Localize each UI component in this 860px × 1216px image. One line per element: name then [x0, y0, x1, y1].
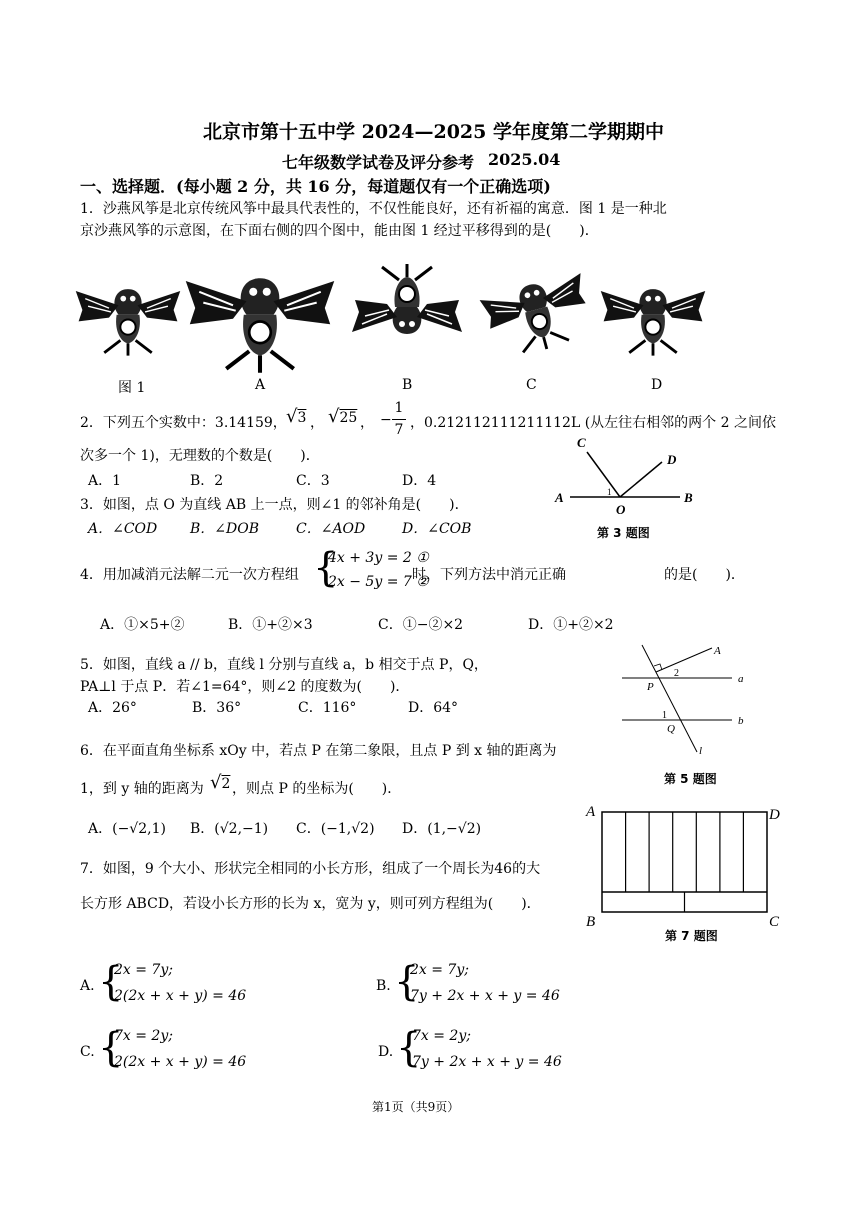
q7-option-d-label: D. [378, 1044, 394, 1060]
q3-figure [550, 432, 710, 517]
q1-text-line2: 京沙燕风筝的示意图，在下面右侧的四个图中，能由图 1 经过平移得到的是( )． [80, 223, 599, 239]
q4-option-b: B．①+②×3 [228, 617, 313, 633]
q5-text-line1: 5．如图，直线 a // b，直线 l 分别与直线 a，b 相交于点 P，Q， [80, 657, 488, 673]
kite-option-a [186, 278, 335, 373]
q5-label-line-b: b [738, 715, 744, 727]
q4-option-a: A．①×5+② [100, 617, 185, 633]
q5-text-line2: PA⊥l 于点 P．若∠1=64°，则∠2 的度数为( )． [80, 679, 410, 695]
q3-label-d: D [667, 452, 677, 467]
q4-option-d: D．①+②×2 [528, 617, 614, 633]
q5-caption: 第 5 题图 [664, 772, 717, 786]
q5-label-angle1: 1 [662, 710, 667, 721]
q3-option-d: D．∠COB [402, 521, 472, 537]
q2-frac-den: 7 [394, 422, 404, 438]
kite-option-b [352, 264, 462, 334]
q4-eq2: 2x − 5y = 7 ② [328, 574, 429, 590]
q6-option-b: B．(√2,−1) [190, 821, 269, 837]
q2-sqrt3: √3 [286, 406, 307, 427]
q7-label-c: C [769, 914, 780, 930]
kite-option-c [479, 271, 597, 362]
q7-option-b-label: B. [376, 978, 391, 994]
q7-option-c-eq2: 2(2x + x + y) = 46 [114, 1054, 247, 1070]
page-subtitle: 七年级数学试卷及评分参考 [282, 153, 475, 172]
q7-option-b-eq2: 7y + 2x + x + y = 46 [410, 988, 560, 1004]
kite-label-a: A [255, 377, 266, 393]
q3-option-a: A．∠COD [88, 521, 158, 537]
q4-mid: 时，下列方法中消元正确 [412, 567, 566, 583]
kite-figures [70, 250, 790, 375]
q7-option-d-eq2: 7y + 2x + x + y = 46 [412, 1054, 562, 1070]
brace-icon: { [98, 1025, 124, 1071]
q6-sqrt2: √2 [210, 772, 231, 793]
q1-text-line1: 1．沙燕风筝是北京传统风筝中最具代表性的，不仅性能良好，还有祈福的寓意．图 1 是一种北 [80, 201, 667, 217]
q7-label-d: D [769, 807, 780, 823]
q5-label-line-a: a [738, 673, 744, 685]
q6-option-d: D．(1,−√2) [402, 821, 482, 837]
brace-icon: { [98, 959, 124, 1005]
q3-label-b: B [684, 490, 693, 505]
q2-option-b: B．2 [190, 473, 224, 489]
q5-option-a: A．26° [88, 700, 137, 716]
q7-option-a-eq1: 2x = 7y; [114, 962, 173, 978]
q7-option-d-eq1: 7x = 2y; [412, 1028, 471, 1044]
radical-icon: √ [286, 406, 298, 427]
q7-text-line2: 长方形 ABCD，若设小长方形的长为 x，宽为 y，则可列方程组为( )． [80, 896, 541, 912]
q3-option-b: B．∠DOB [190, 521, 260, 537]
brace-icon: { [396, 1025, 422, 1071]
q2-option-c: C．3 [296, 473, 330, 489]
q3-label-a: A [555, 490, 564, 505]
q3-text: 3．如图，点 O 为直线 AB 上一点，则∠1 的邻补角是( )． [80, 497, 469, 513]
q6-text-line2b: ，则点 P 的坐标为( )． [232, 781, 402, 797]
q2-prefix: 2．下列五个实数中：3.14159， [80, 415, 287, 431]
q3-label-c: C [577, 435, 586, 450]
q6-option-a: A．(−√2,1) [88, 821, 166, 837]
kite-label-d: D [651, 377, 663, 393]
q5-label-line-l: l [699, 745, 703, 757]
q7-option-a-label: A. [80, 978, 95, 994]
radical-icon: √ [328, 406, 340, 427]
q7-label-a: A [586, 804, 596, 820]
q7-figure [582, 800, 787, 935]
q2-option-a: A．1 [88, 473, 122, 489]
q3-label-o: O [616, 502, 626, 517]
q5-option-b: B．36° [192, 700, 242, 716]
page-footer: 第1页（共9页） [372, 1100, 460, 1114]
q4-option-c: C．①−②×2 [378, 617, 464, 633]
q7-caption: 第 7 题图 [665, 929, 718, 943]
q2-option-d: D．4 [402, 473, 437, 489]
brace-icon: { [313, 545, 339, 591]
brace-icon: { [394, 959, 420, 1005]
radical-icon: √ [210, 772, 222, 793]
kite-label-fig1: 图 1 [118, 380, 146, 396]
q3-label-angle1: 1 [607, 487, 612, 497]
kite-label-b: B [402, 377, 413, 393]
q4-eq1: 4x + 3y = 2 ① [328, 550, 429, 566]
q5-label-angle2: 2 [674, 668, 679, 679]
q2-frac-num: 1 [394, 400, 404, 416]
q2-frac-sign: − [380, 412, 392, 428]
q6-text-line2a: 1，到 y 轴的距离为 [80, 781, 204, 797]
kite-label-c: C [526, 377, 537, 393]
kite-fig1 [76, 289, 181, 356]
q5-option-c: C．116° [298, 700, 357, 716]
q7-option-c-eq1: 7x = 2y; [114, 1028, 173, 1044]
q3-caption: 第 3 题图 [597, 526, 650, 540]
q2-text-line2: 次多一个 1)，无理数的个数是( )． [80, 448, 320, 464]
page-title: 北京市第十五中学 2024—2025 学年度第二学期期中 [203, 121, 664, 143]
q4-prefix: 4．用加减消元法解二元一次方程组 [80, 567, 299, 583]
q3-option-c: C．∠AOD [296, 521, 366, 537]
q5-label-a-point: A [714, 645, 721, 657]
q6-text-line1: 6．在平面直角坐标系 xOy 中，若点 P 在第二象限，且点 P 到 x 轴的距离为 [80, 743, 557, 759]
q5-figure [612, 640, 762, 770]
q2-sqrt25: √25 [328, 406, 358, 427]
q7-option-b-eq1: 2x = 7y; [410, 962, 469, 978]
q7-label-b: B [586, 914, 596, 930]
section-heading: 一、选择题．(每小题 2 分，共 16 分，每道题仅有一个正确选项) [80, 177, 551, 196]
exam-date: 2025.04 [488, 150, 561, 169]
q4-suffix: 的是( )． [664, 567, 745, 583]
q5-option-d: D．64° [408, 700, 459, 716]
q5-label-q: Q [667, 723, 675, 735]
q2-tail: ，0.212112111211112L (从左往右相邻的两个 2 之间依 [410, 415, 776, 431]
q7-text-line1: 7．如图，9 个大小、形状完全相同的小长方形，组成了一个周长为46的大 [80, 861, 541, 877]
q6-option-c: C．(−1,√2) [296, 821, 375, 837]
q7-option-a-eq2: 2(2x + x + y) = 46 [114, 988, 247, 1004]
kite-option-d [601, 289, 706, 356]
q5-label-p: P [647, 681, 654, 693]
q7-option-c-label: C. [80, 1044, 95, 1060]
